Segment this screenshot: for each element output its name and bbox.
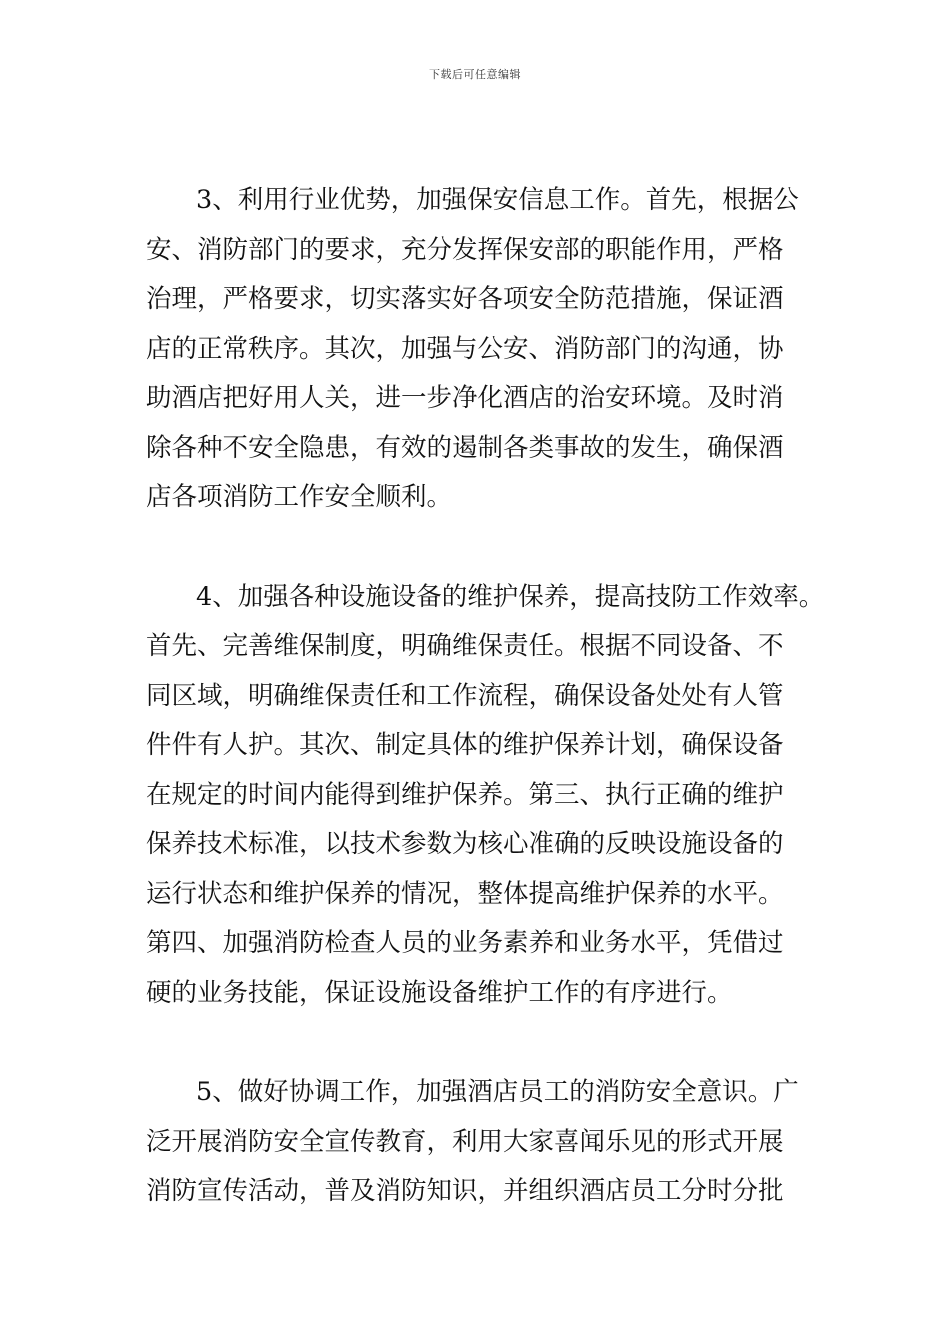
text-line: 店各项消防工作安全顺利。 [146,482,453,512]
text-line: 第四、加强消防检查人员的业务素养和业务水平，凭借过 [146,928,784,958]
text-line: 除各种不安全隐患，有效的遏制各类事故的发生，确保酒 [146,432,784,463]
text-line: 消防宣传活动，普及消防知识，并组织酒店员工分时分批 [146,1176,784,1206]
text-line: 助酒店把好用人关，进一步净化酒店的治安环境。及时消 [146,383,784,413]
text-line: 安、消防部门的要求，充分发挥保安部的职能作用，严格 [146,234,784,265]
text-line: 4、加强各种设施设备的维护保养，提高技防工作效率。 [196,581,825,612]
paragraph-5 [146,1068,818,1217]
page-header: 下载后可任意编辑 [429,68,521,81]
text-line: 件件有人护。其次、制定具体的维护保养计划，确保设备 [146,730,784,760]
text-line: 同区域，明确维保责任和工作流程，确保设备处处有人管 [146,680,784,711]
text-line: 硬的业务技能，保证设施设备维护工作的有序进行。 [146,977,733,1008]
paragraph-3 [146,176,818,523]
text-line: 泛开展消防安全宣传教育，利用大家喜闻乐见的形式开展 [146,1126,784,1157]
text-line: 首先、完善维保制度，明确维保责任。根据不同设备、不 [146,631,784,661]
paragraph-4 [146,573,825,1019]
text-line: 5、做好协调工作，加强酒店员工的消防安全意识。广 [196,1077,799,1107]
text-line: 运行状态和维护保养的情况，整体提高维护保养的水平。 [146,878,784,909]
text-line: 店的正常秩序。其次，加强与公安、消防部门的沟通，协 [146,333,784,364]
text-line: 保养技术标准，以技术参数为核心准确的反映设施设备的 [146,829,784,859]
text-line: 在规定的时间内能得到维护保养。第三、执行正确的维护 [146,779,784,810]
document-body [146,176,825,1267]
text-line: 治理，严格要求，切实落实好各项安全防范措施，保证酒 [146,284,784,314]
text-line: 3、利用行业优势，加强保安信息工作。首先，根据公 [196,185,799,215]
